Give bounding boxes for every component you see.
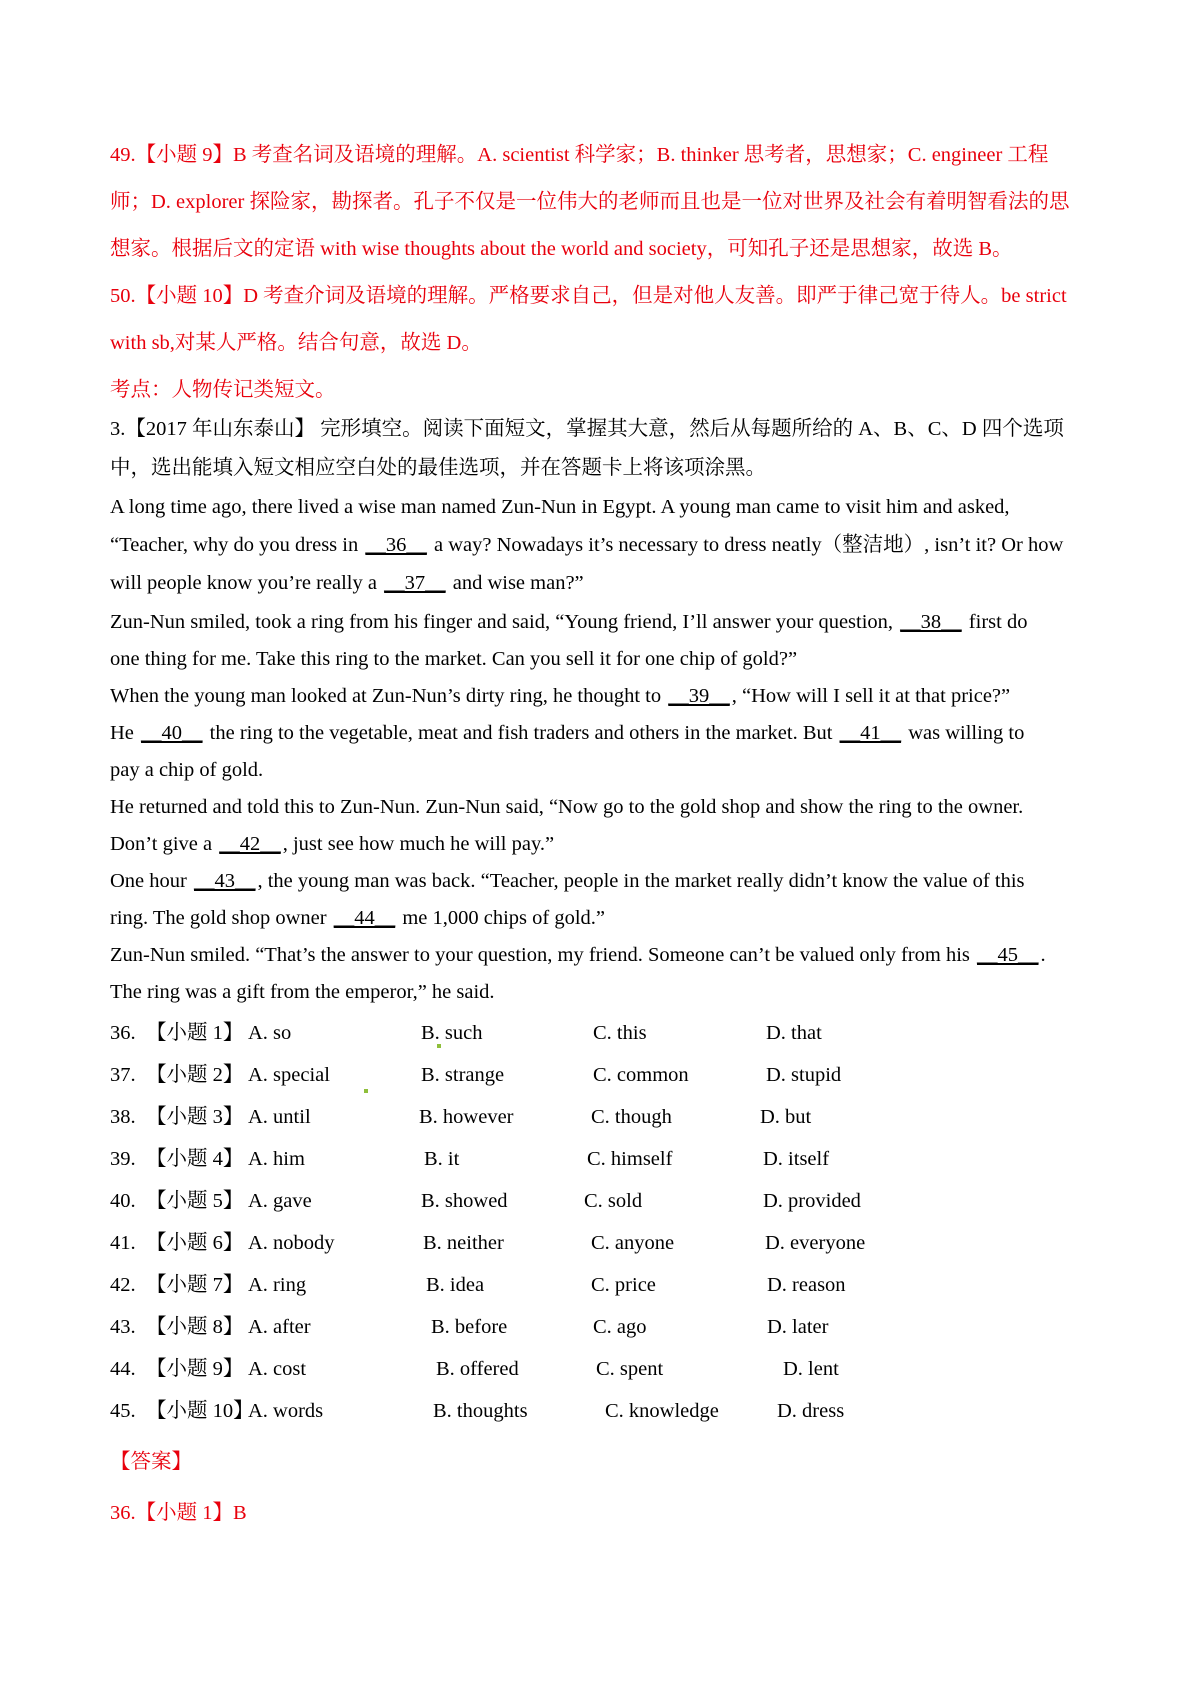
blank-38: __38__	[900, 611, 962, 633]
option-a: A. nobody	[248, 1232, 335, 1254]
passage-line: The ring was a gift from the emperor,” he said.	[110, 981, 495, 1003]
option-a: A. him	[248, 1148, 305, 1170]
answer-49-line-1: 49.【小题 9】B 考查名词及语境的理解。A. scientist 科学家；B. thinker 思考者，思想家；C. engineer 工程	[110, 144, 1049, 166]
passage-line: Zun-Nun smiled. “That’s the answer to your question, my friend. Someone can’t be valued only from his __45__.	[110, 941, 1046, 969]
blank-36: __36__	[365, 534, 427, 556]
question-number: 37.	[110, 1064, 136, 1086]
option-c: C. knowledge	[605, 1400, 719, 1422]
question-tag: 【小题 4】	[146, 1148, 244, 1170]
question-tag: 【小题 3】	[146, 1106, 244, 1128]
option-d: D. lent	[783, 1358, 839, 1380]
blank-43: __43__	[193, 870, 256, 892]
option-d: D. but	[760, 1106, 812, 1128]
instruction-line-1: 3.【2017 年山东泰山】 完形填空。阅读下面短文，掌握其大意，然后从每题所给的 A、B、C、D 四个选项	[110, 418, 1064, 440]
option-b: B. however	[419, 1106, 514, 1128]
instruction-line-2: 中，选出能填入短文相应空白处的最佳选项，并在答题卡上将该项涂黑。	[110, 457, 766, 479]
option-b: B. showed	[421, 1190, 508, 1212]
option-c: C. ago	[593, 1316, 647, 1338]
option-c: C. himself	[587, 1148, 673, 1170]
option-a: A. words	[248, 1400, 324, 1422]
passage-line: one thing for me. Take this ring to the market. Can you sell it for one chip of gold?”	[110, 648, 798, 670]
option-d: D. stupid	[766, 1064, 842, 1086]
answer-50-line-2: with sb,对某人严格。结合句意，故选 D。	[110, 332, 482, 354]
answer-49-line-2: 师；D. explorer 探险家，勘探者。孔子不仅是一位伟大的老师而且也是一位对世界及社会有着明智看法的思	[110, 191, 1070, 213]
option-c: C. spent	[596, 1358, 664, 1380]
blank-40: __40__	[141, 722, 203, 744]
blank-44: __44__	[333, 907, 396, 929]
option-a: A. special	[248, 1064, 330, 1086]
question-number: 43.	[110, 1316, 136, 1338]
answer-49-line-3: 想家。根据后文的定语 with wise thoughts about the world and society，可知孔子还是思想家，故选 B。	[110, 238, 1013, 260]
option-a: A. so	[248, 1022, 292, 1044]
passage-line: He returned and told this to Zun-Nun. Zun-Nun said, “Now go to the gold shop and show the ring to the owner.	[110, 796, 1024, 818]
passage-line: pay a chip of gold.	[110, 759, 264, 781]
question-tag: 【小题 7】	[146, 1274, 244, 1296]
option-a: A. cost	[248, 1358, 307, 1380]
option-b: B. it	[424, 1148, 460, 1170]
question-number: 45.	[110, 1400, 136, 1422]
question-tag: 【小题 9】	[146, 1358, 244, 1380]
kaodian-note: 考点：人物传记类短文。	[110, 379, 336, 401]
stray-dot	[437, 1044, 441, 1048]
answer-50-line-1: 50.【小题 10】D 考查介词及语境的理解。严格要求自己，但是对他人友善。即严于律己宽于待人。be strict	[110, 285, 1067, 307]
option-b: B. idea	[426, 1274, 485, 1296]
passage-line: ring. The gold shop owner __44__ me 1,000 chips of gold.”	[110, 904, 605, 932]
option-d: D. provided	[763, 1190, 861, 1212]
passage-line: He __40__ the ring to the vegetable, meat and fish traders and others in the market. But __41__ was willing to	[110, 719, 1024, 747]
option-d: D. itself	[763, 1148, 830, 1170]
passage-line: Zun-Nun smiled, took a ring from his finger and said, “Young friend, I’ll answer your question, __38__ first do	[110, 608, 1027, 636]
option-a: A. gave	[248, 1190, 312, 1212]
question-tag: 【小题 1】	[146, 1022, 244, 1044]
option-d: D. that	[766, 1022, 822, 1044]
option-c: C. though	[591, 1106, 672, 1128]
question-number: 41.	[110, 1232, 136, 1254]
blank-41: __41__	[839, 722, 902, 744]
option-a: A. until	[248, 1106, 311, 1128]
option-b: B. neither	[423, 1232, 504, 1254]
blank-42: __42__	[219, 833, 281, 855]
answer-header: 【答案】	[110, 1451, 192, 1473]
passage-line: A long time ago, there lived a wise man named Zun-Nun in Egypt. A young man came to visit him and asked,	[110, 496, 1010, 518]
option-c: C. price	[591, 1274, 656, 1296]
option-b: B. such	[421, 1022, 483, 1044]
blank-37: __37__	[384, 572, 446, 594]
option-b: B. before	[431, 1316, 508, 1338]
option-b: B. thoughts	[433, 1400, 528, 1422]
passage-line: “Teacher, why do you dress in __36__ a way? Nowadays it’s necessary to dress neatly（整洁地）, isn’t it? Or how	[110, 531, 1063, 559]
question-tag: 【小题 10】	[146, 1400, 254, 1422]
question-tag: 【小题 5】	[146, 1190, 244, 1212]
question-tag: 【小题 2】	[146, 1064, 244, 1086]
blank-39: __39__	[668, 685, 730, 707]
passage-line: When the young man looked at Zun-Nun’s dirty ring, he thought to __39__, “How will I sell it at that price?”	[110, 682, 1010, 710]
option-d: D. dress	[777, 1400, 845, 1422]
option-c: C. sold	[584, 1190, 643, 1212]
question-tag: 【小题 6】	[146, 1232, 244, 1254]
question-tag: 【小题 8】	[146, 1316, 244, 1338]
option-d: D. everyone	[765, 1232, 866, 1254]
question-number: 42.	[110, 1274, 136, 1296]
question-number: 44.	[110, 1358, 136, 1380]
option-c: C. anyone	[591, 1232, 675, 1254]
stray-dot	[364, 1089, 368, 1093]
option-a: A. after	[248, 1316, 311, 1338]
question-number: 39.	[110, 1148, 136, 1170]
option-c: C. common	[593, 1064, 689, 1086]
question-number: 36.	[110, 1022, 136, 1044]
question-number: 40.	[110, 1190, 136, 1212]
option-b: B. strange	[421, 1064, 505, 1086]
passage-line: Don’t give a __42__, just see how much he will pay.”	[110, 830, 554, 858]
option-a: A. ring	[248, 1274, 307, 1296]
passage-line: One hour __43__, the young man was back. “Teacher, people in the market really didn’t know the value of this	[110, 867, 1025, 895]
option-d: D. reason	[767, 1274, 846, 1296]
question-number: 38.	[110, 1106, 136, 1128]
blank-45: __45__	[977, 944, 1039, 966]
option-d: D. later	[767, 1316, 829, 1338]
option-b: B. offered	[436, 1358, 519, 1380]
first-answer: 36.【小题 1】B	[110, 1502, 247, 1524]
passage-line: will people know you’re really a __37__ and wise man?”	[110, 569, 584, 597]
option-c: C. this	[593, 1022, 647, 1044]
